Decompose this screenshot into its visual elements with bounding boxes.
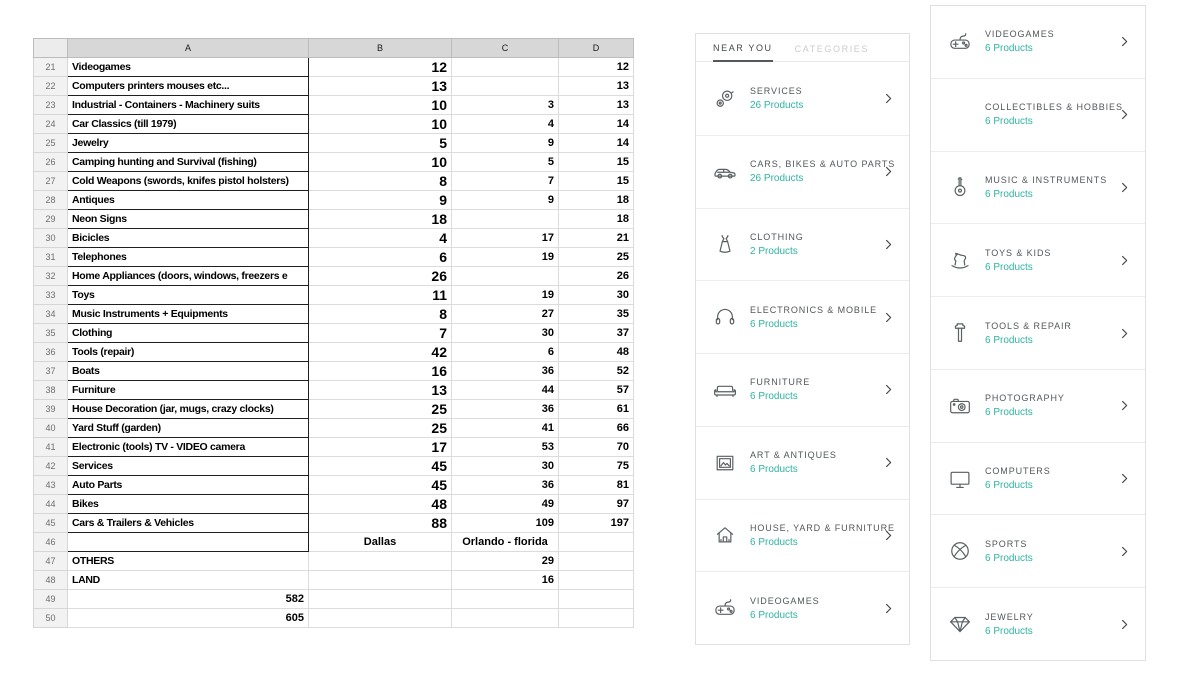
car-icon	[712, 159, 742, 185]
chevron-right-icon	[882, 238, 895, 251]
spreadsheet	[33, 38, 634, 628]
dress-icon	[712, 231, 742, 257]
row-header-28[interactable]: 28	[34, 191, 68, 210]
cell-A40[interactable]: Yard Stuff (garden)	[68, 419, 309, 438]
cell-C44[interactable]: 49	[452, 495, 559, 514]
cell-C39[interactable]: 36	[452, 400, 559, 419]
category-count: 6 Products	[985, 625, 1033, 637]
cell-C40[interactable]: 41	[452, 419, 559, 438]
row-header-49[interactable]: 49	[34, 590, 68, 609]
sheet-row-27	[34, 172, 634, 191]
category-title: FURNITURE	[750, 377, 811, 388]
chevron-right-icon	[1118, 254, 1131, 267]
sheet-row-45	[34, 514, 634, 533]
sheet-row-35	[34, 324, 634, 343]
cell-C27[interactable]: 7	[452, 172, 559, 191]
category-item-tools-repair[interactable]	[931, 297, 1145, 370]
cell-B39[interactable]: 25	[309, 400, 452, 419]
sheet-row-40	[34, 419, 634, 438]
cell-D45[interactable]: 197	[559, 514, 634, 533]
category-count: 26 Products	[750, 173, 804, 185]
cell-B50[interactable]	[309, 609, 452, 628]
basketball-icon	[947, 538, 977, 564]
category-item-collectibles-hobbies[interactable]	[931, 79, 1145, 152]
row-header-21[interactable]: 21	[34, 58, 68, 77]
row-header-35[interactable]: 35	[34, 324, 68, 343]
gears-icon	[712, 86, 742, 112]
picture-frame-icon	[712, 450, 742, 476]
sheet-row-50	[34, 609, 634, 628]
cell-B28[interactable]: 9	[309, 191, 452, 210]
category-title: TOYS & KIDS	[985, 247, 1052, 258]
house-icon	[712, 522, 742, 548]
category-count: 6 Products	[750, 391, 798, 403]
row-header-26[interactable]: 26	[34, 153, 68, 172]
cell-A42[interactable]: Services	[68, 457, 309, 476]
category-count: 6 Products	[985, 334, 1033, 346]
category-meta	[750, 450, 876, 475]
cell-C50[interactable]	[452, 609, 559, 628]
sheet-row-30	[34, 229, 634, 248]
cell-D23[interactable]: 13	[559, 96, 634, 115]
cell-C31[interactable]: 19	[452, 248, 559, 267]
category-title: MUSIC & INSTRUMENTS	[985, 174, 1108, 185]
category-title: JEWELRY	[985, 611, 1034, 622]
row-header-32[interactable]: 32	[34, 267, 68, 286]
cell-A43[interactable]: Auto Parts	[68, 476, 309, 495]
category-meta	[985, 393, 1112, 418]
cell-A39[interactable]: House Decoration (jar, mugs, crazy clocks)	[68, 400, 309, 419]
tab-categories[interactable]: CATEGORIES	[794, 44, 869, 54]
category-count: 6 Products	[985, 552, 1033, 564]
cell-B34[interactable]: 8	[309, 305, 452, 324]
row-header-41[interactable]: 41	[34, 438, 68, 457]
sheet-row-38	[34, 381, 634, 400]
pipe-wrench-icon	[947, 320, 977, 346]
category-meta	[750, 159, 896, 185]
chevron-right-icon	[882, 602, 895, 615]
guitar-icon	[947, 174, 977, 200]
chevron-right-icon	[1118, 35, 1131, 48]
row-header-40[interactable]: 40	[34, 419, 68, 438]
category-count: 6 Products	[985, 43, 1033, 55]
chevron-right-icon	[1118, 108, 1131, 121]
cell-B33[interactable]: 11	[309, 286, 452, 305]
cell-C33[interactable]: 19	[452, 286, 559, 305]
category-count: 6 Products	[750, 536, 798, 548]
gamepad-icon	[947, 29, 977, 55]
cell-C49[interactable]	[452, 590, 559, 609]
sheet-row-23	[34, 96, 634, 115]
cell-A38[interactable]: Furniture	[68, 381, 309, 400]
cell-B22[interactable]: 13	[309, 77, 452, 96]
cell-A28[interactable]: Antiques	[68, 191, 309, 210]
category-meta	[985, 466, 1112, 491]
sheet-row-43	[34, 476, 634, 495]
chevron-right-icon	[882, 311, 895, 324]
cell-B36[interactable]: 42	[309, 343, 452, 362]
sheet-row-21	[34, 58, 634, 77]
chevron-right-icon	[1118, 181, 1131, 194]
category-title: PHOTOGRAPHY	[985, 393, 1065, 404]
cell-A27[interactable]: Cold Weapons (swords, knifes pistol holsters)	[68, 172, 309, 191]
cell-C26[interactable]: 5	[452, 153, 559, 172]
sheet-row-32	[34, 267, 634, 286]
category-title: SPORTS	[985, 538, 1028, 549]
sheet-row-42	[34, 457, 634, 476]
cell-A49[interactable]: 582	[68, 590, 309, 609]
headphones-icon	[712, 304, 742, 330]
category-title: HOUSE, YARD & FURNITURE	[750, 522, 895, 533]
cell-A26[interactable]: Camping hunting and Survival (fishing)	[68, 153, 309, 172]
cell-C21[interactable]	[452, 58, 559, 77]
chevron-right-icon	[1118, 545, 1131, 558]
category-item-computers[interactable]	[931, 443, 1145, 516]
category-count: 6 Products	[750, 318, 798, 330]
cell-B35[interactable]: 7	[309, 324, 452, 343]
category-item-music-instruments[interactable]	[931, 152, 1145, 225]
sofa-icon	[712, 377, 742, 403]
cell-B47[interactable]	[309, 552, 452, 571]
cell-B43[interactable]: 45	[309, 476, 452, 495]
category-count: 6 Products	[985, 480, 1033, 492]
cell-B23[interactable]: 10	[309, 96, 452, 115]
category-title: CARS, BIKES & AUTO PARTS	[750, 159, 896, 170]
cell-A29[interactable]: Neon Signs	[68, 210, 309, 229]
cell-D29[interactable]: 18	[559, 210, 634, 229]
cell-D44[interactable]: 97	[559, 495, 634, 514]
chevron-right-icon	[1118, 472, 1131, 485]
category-title: ART & ANTIQUES	[750, 450, 837, 461]
categories-panel	[930, 5, 1146, 661]
category-meta	[750, 86, 876, 111]
cell-B46[interactable]: Dallas	[309, 533, 452, 552]
cell-C48[interactable]: 16	[452, 571, 559, 590]
cell-A44[interactable]: Bikes	[68, 495, 309, 514]
category-title: SERVICES	[750, 86, 803, 97]
chevron-right-icon	[882, 92, 895, 105]
category-title: ELECTRONICS & MOBILE	[750, 304, 878, 315]
rocking-horse-icon	[947, 247, 977, 273]
cell-B37[interactable]: 16	[309, 362, 452, 381]
cell-C35[interactable]: 30	[452, 324, 559, 343]
category-count: 2 Products	[750, 245, 798, 257]
sheet-row-29	[34, 210, 634, 229]
sheet-header	[34, 39, 634, 58]
sheet-body	[34, 58, 634, 628]
row-header-50[interactable]: 50	[34, 609, 68, 628]
sheet-row-26	[34, 153, 634, 172]
col-header-D[interactable]: D	[559, 39, 634, 58]
cell-B30[interactable]: 4	[309, 229, 452, 248]
category-item-services[interactable]	[696, 63, 909, 136]
cell-B25[interactable]: 5	[309, 134, 452, 153]
category-title: VIDEOGAMES	[750, 595, 820, 606]
cell-C22[interactable]	[452, 77, 559, 96]
tab-near-you[interactable]: NEAR YOU	[713, 43, 773, 62]
category-item-house-yard-furniture[interactable]	[696, 500, 909, 573]
cell-A41[interactable]: Electronic (tools) TV - VIDEO camera	[68, 438, 309, 457]
sheet-row-33	[34, 286, 634, 305]
category-meta	[985, 612, 1112, 637]
cell-C32[interactable]	[452, 267, 559, 286]
sheet-corner-cell[interactable]	[34, 39, 68, 58]
cell-A50[interactable]: 605	[68, 609, 309, 628]
row-header-42[interactable]: 42	[34, 457, 68, 476]
near-you-panel	[695, 33, 910, 645]
sheet-row-49	[34, 590, 634, 609]
cell-D41[interactable]: 70	[559, 438, 634, 457]
cell-C28[interactable]: 9	[452, 191, 559, 210]
cell-B26[interactable]: 10	[309, 153, 452, 172]
category-item-furniture[interactable]	[696, 354, 909, 427]
cell-C47[interactable]: 29	[452, 552, 559, 571]
cell-C30[interactable]: 17	[452, 229, 559, 248]
chevron-right-icon	[882, 529, 895, 542]
cell-D39[interactable]: 61	[559, 400, 634, 419]
category-item-art-antiques[interactable]	[696, 427, 909, 500]
cell-C46[interactable]: Orlando - florida	[452, 533, 559, 552]
chevron-right-icon	[882, 383, 895, 396]
tab-bar	[696, 34, 909, 62]
category-item-sports[interactable]	[931, 515, 1145, 588]
chevron-right-icon	[1118, 327, 1131, 340]
cell-A21[interactable]: Videogames	[68, 58, 309, 77]
category-count: 6 Products	[985, 116, 1033, 128]
cell-A25[interactable]: Jewelry	[68, 134, 309, 153]
sheet-row-41	[34, 438, 634, 457]
camera-icon	[947, 393, 977, 419]
cell-D40[interactable]: 66	[559, 419, 634, 438]
col-header-A[interactable]: A	[68, 39, 309, 58]
cell-C45[interactable]: 109	[452, 514, 559, 533]
row-header-27[interactable]: 27	[34, 172, 68, 191]
category-item-electronics-mobile[interactable]	[696, 281, 909, 354]
category-meta	[750, 232, 876, 257]
category-meta	[985, 539, 1112, 564]
cell-D31[interactable]: 25	[559, 248, 634, 267]
sheet-row-47	[34, 552, 634, 571]
cell-D43[interactable]: 81	[559, 476, 634, 495]
category-item-clothing[interactable]	[696, 209, 909, 282]
cell-D27[interactable]: 15	[559, 172, 634, 191]
row-header-29[interactable]: 29	[34, 210, 68, 229]
near-you-list	[696, 63, 909, 644]
cell-B24[interactable]: 10	[309, 115, 452, 134]
category-meta	[985, 29, 1112, 54]
category-item-toys-kids[interactable]	[931, 224, 1145, 297]
cell-C41[interactable]: 53	[452, 438, 559, 457]
cell-D24[interactable]: 14	[559, 115, 634, 134]
monitor-icon	[947, 466, 977, 492]
cell-B48[interactable]	[309, 571, 452, 590]
cell-B27[interactable]: 8	[309, 172, 452, 191]
row-header-46[interactable]: 46	[34, 533, 68, 552]
cell-A23[interactable]: Industrial - Containers - Machinery suits	[68, 96, 309, 115]
category-count: 6 Products	[750, 609, 798, 621]
category-title: COLLECTIBLES & HOBBIES	[985, 102, 1123, 113]
cell-D34[interactable]: 35	[559, 305, 634, 324]
category-title: VIDEOGAMES	[985, 29, 1055, 40]
cell-A48[interactable]: LAND	[68, 571, 309, 590]
category-meta	[985, 321, 1112, 346]
cell-B44[interactable]: 48	[309, 495, 452, 514]
category-item-photography[interactable]	[931, 370, 1145, 443]
cell-B31[interactable]: 6	[309, 248, 452, 267]
sheet-row-31	[34, 248, 634, 267]
row-header-23[interactable]: 23	[34, 96, 68, 115]
cell-C43[interactable]: 36	[452, 476, 559, 495]
cell-D36[interactable]: 48	[559, 343, 634, 362]
chevron-right-icon	[882, 456, 895, 469]
cell-C42[interactable]: 30	[452, 457, 559, 476]
category-meta	[750, 377, 876, 402]
row-header-33[interactable]: 33	[34, 286, 68, 305]
category-count: 6 Products	[985, 407, 1033, 419]
sheet-row-48	[34, 571, 634, 590]
chevron-right-icon	[882, 165, 895, 178]
cell-D25[interactable]: 14	[559, 134, 634, 153]
col-header-B[interactable]: B	[309, 39, 452, 58]
cell-C34[interactable]: 27	[452, 305, 559, 324]
cell-D50[interactable]	[559, 609, 634, 628]
cell-A46[interactable]	[68, 533, 309, 552]
cell-A47[interactable]: OTHERS	[68, 552, 309, 571]
cell-B40[interactable]: 25	[309, 419, 452, 438]
category-title: CLOTHING	[750, 231, 804, 242]
sheet-row-36	[34, 343, 634, 362]
sheet-row-24	[34, 115, 634, 134]
cell-B29[interactable]: 18	[309, 210, 452, 229]
cell-A33[interactable]: Toys	[68, 286, 309, 305]
row-header-25[interactable]: 25	[34, 134, 68, 153]
category-title: TOOLS & REPAIR	[985, 320, 1072, 331]
gamepad-icon	[712, 595, 742, 621]
cell-C38[interactable]: 44	[452, 381, 559, 400]
category-meta	[750, 596, 876, 621]
category-meta	[985, 175, 1112, 200]
row-header-34[interactable]: 34	[34, 305, 68, 324]
cell-D37[interactable]: 52	[559, 362, 634, 381]
cell-C29[interactable]	[452, 210, 559, 229]
cell-C23[interactable]: 3	[452, 96, 559, 115]
cell-B32[interactable]: 26	[309, 267, 452, 286]
row-header-37[interactable]: 37	[34, 362, 68, 381]
category-item-videogames[interactable]	[696, 572, 909, 644]
cell-D32[interactable]: 26	[559, 267, 634, 286]
row-header-24[interactable]: 24	[34, 115, 68, 134]
cell-A45[interactable]: Cars & Trailers & Vehicles	[68, 514, 309, 533]
cell-D48[interactable]	[559, 571, 634, 590]
sheet-row-37	[34, 362, 634, 381]
row-header-30[interactable]: 30	[34, 229, 68, 248]
row-header-31[interactable]: 31	[34, 248, 68, 267]
col-header-C[interactable]: C	[452, 39, 559, 58]
row-header-45[interactable]: 45	[34, 514, 68, 533]
cell-A36[interactable]: Tools (repair)	[68, 343, 309, 362]
cell-D28[interactable]: 18	[559, 191, 634, 210]
cell-D49[interactable]	[559, 590, 634, 609]
cell-A22[interactable]: Computers printers mouses etc...	[68, 77, 309, 96]
cell-D22[interactable]: 13	[559, 77, 634, 96]
cell-C36[interactable]: 6	[452, 343, 559, 362]
sheet-row-34	[34, 305, 634, 324]
sheet-row-46	[34, 533, 634, 552]
cell-B41[interactable]: 17	[309, 438, 452, 457]
cell-D42[interactable]: 75	[559, 457, 634, 476]
category-meta	[985, 248, 1112, 273]
cell-D47[interactable]	[559, 552, 634, 571]
category-item-jewelry[interactable]	[931, 588, 1145, 660]
category-meta	[750, 305, 876, 330]
cell-A37[interactable]: Boats	[68, 362, 309, 381]
cell-A34[interactable]: Music Instruments + Equipments	[68, 305, 309, 324]
cell-C37[interactable]: 36	[452, 362, 559, 381]
row-header-36[interactable]: 36	[34, 343, 68, 362]
sheet-row-25	[34, 134, 634, 153]
cell-D30[interactable]: 21	[559, 229, 634, 248]
category-item-cars-bikes-auto-parts[interactable]	[696, 136, 909, 209]
row-header-48[interactable]: 48	[34, 571, 68, 590]
category-title: COMPUTERS	[985, 466, 1051, 477]
cell-B45[interactable]: 88	[309, 514, 452, 533]
cell-D26[interactable]: 15	[559, 153, 634, 172]
cell-A31[interactable]: Telephones	[68, 248, 309, 267]
sheet-row-44	[34, 495, 634, 514]
row-header-47[interactable]: 47	[34, 552, 68, 571]
cell-D33[interactable]: 30	[559, 286, 634, 305]
cell-B21[interactable]: 12	[309, 58, 452, 77]
cell-A24[interactable]: Car Classics (till 1979)	[68, 115, 309, 134]
row-header-22[interactable]: 22	[34, 77, 68, 96]
category-item-videogames[interactable]	[931, 6, 1145, 79]
category-meta	[750, 522, 895, 548]
no-icon	[947, 102, 977, 128]
cell-D35[interactable]: 37	[559, 324, 634, 343]
cell-C24[interactable]: 4	[452, 115, 559, 134]
category-count: 6 Products	[985, 188, 1033, 200]
cell-C25[interactable]: 9	[452, 134, 559, 153]
chevron-right-icon	[1118, 399, 1131, 412]
cell-B42[interactable]: 45	[309, 457, 452, 476]
row-header-39[interactable]: 39	[34, 400, 68, 419]
cell-A32[interactable]: Home Appliances (doors, windows, freezers e	[68, 267, 309, 286]
sheet-row-39	[34, 400, 634, 419]
category-count: 6 Products	[750, 464, 798, 476]
row-header-38[interactable]: 38	[34, 381, 68, 400]
sheet-row-28	[34, 191, 634, 210]
category-count: 6 Products	[985, 261, 1033, 273]
row-header-44[interactable]: 44	[34, 495, 68, 514]
category-count: 26 Products	[750, 100, 804, 112]
cell-A30[interactable]: Bicicles	[68, 229, 309, 248]
row-header-43[interactable]: 43	[34, 476, 68, 495]
cell-A35[interactable]: Clothing	[68, 324, 309, 343]
diamond-icon	[947, 611, 977, 637]
cell-D21[interactable]: 12	[559, 58, 634, 77]
cell-B49[interactable]	[309, 590, 452, 609]
chevron-right-icon	[1118, 618, 1131, 631]
category-meta	[985, 102, 1123, 128]
categories-list	[931, 6, 1145, 660]
cell-D38[interactable]: 57	[559, 381, 634, 400]
cell-B38[interactable]: 13	[309, 381, 452, 400]
sheet-table	[33, 38, 634, 628]
sheet-row-22	[34, 77, 634, 96]
cell-D46[interactable]	[559, 533, 634, 552]
